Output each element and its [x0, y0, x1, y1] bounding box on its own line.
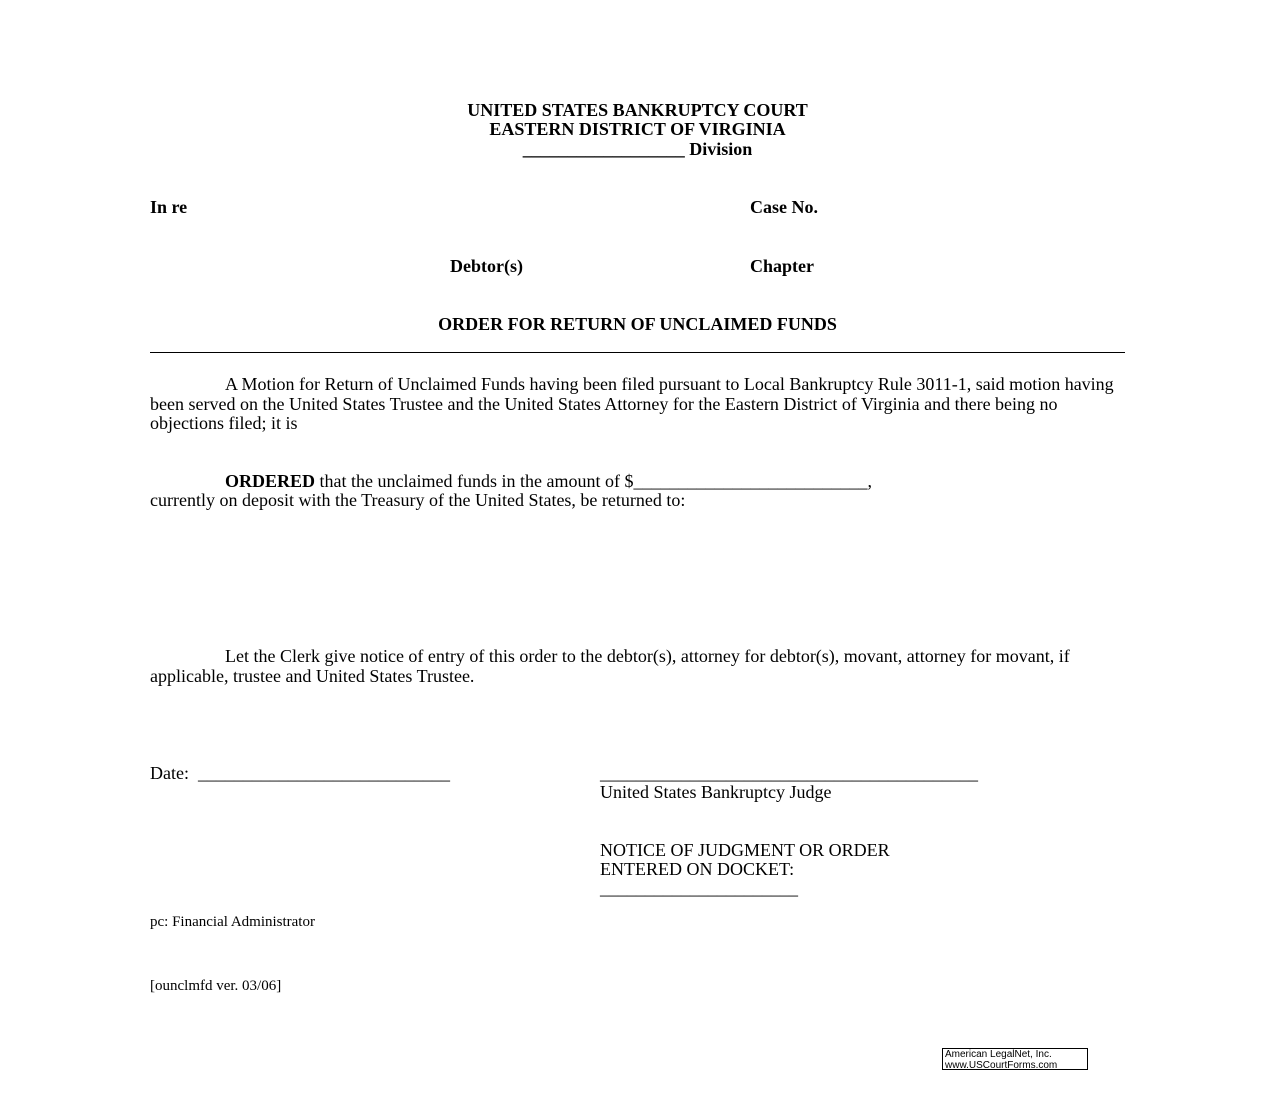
title-divider	[150, 352, 1125, 353]
debtors-label: Debtor(s)	[450, 256, 523, 276]
division-line: __________________ Division	[522, 139, 753, 159]
court-name: UNITED STATES BANKRUPTCY COURT	[467, 100, 808, 120]
ordered-line	[225, 472, 872, 492]
motion-paragraph-text: A Motion for Return of Unclaimed Funds having been filed pursuant to Local Bankruptcy Rule 3011-1, said motion having been served on the United States Trustee and the United States Attorney for the Eastern District of Virginia and there being no objections filed; it is	[150, 374, 1114, 433]
clerk-notice-paragraph	[150, 647, 1125, 686]
district-name: EASTERN DISTRICT OF VIRGINIA	[489, 119, 786, 139]
motion-paragraph	[150, 375, 1125, 434]
order-title: ORDER FOR RETURN OF UNCLAIMED FUNDS	[438, 314, 837, 334]
notice-line-1: NOTICE OF JUDGMENT OR ORDER	[600, 840, 890, 860]
publisher-url: www.USCourtForms.com	[945, 1059, 1058, 1070]
in-re-label: In re	[150, 197, 188, 217]
form-version: [ounclmfd ver. 03/06]	[150, 978, 282, 994]
ordered-word: ORDERED	[225, 471, 316, 491]
pc-line: pc: Financial Administrator	[150, 914, 315, 930]
publisher-name: American LegalNet, Inc.	[945, 1049, 1052, 1060]
chapter-label: Chapter	[750, 256, 814, 276]
case-no-label: Case No.	[750, 197, 818, 217]
judge-signature-line: __________________________________________	[600, 763, 978, 783]
publisher-box	[942, 1048, 1088, 1070]
ordered-amount-text: that the unclaimed funds in the amount of $__________________________,	[315, 471, 872, 491]
date-field: Date: ____________________________	[150, 763, 450, 783]
notice-line-2: ENTERED ON DOCKET:	[600, 859, 795, 879]
clerk-notice-text: Let the Clerk give notice of entry of this order to the debtor(s), attorney for debtor(s), movant, attorney for movant, if applicable, trustee and United States Trustee.	[150, 646, 1070, 686]
deposit-line: currently on deposit with the Treasury of the United States, be returned to:	[150, 490, 686, 510]
judge-title: United States Bankruptcy Judge	[600, 782, 832, 802]
notice-docket-line: ______________________	[600, 878, 798, 898]
